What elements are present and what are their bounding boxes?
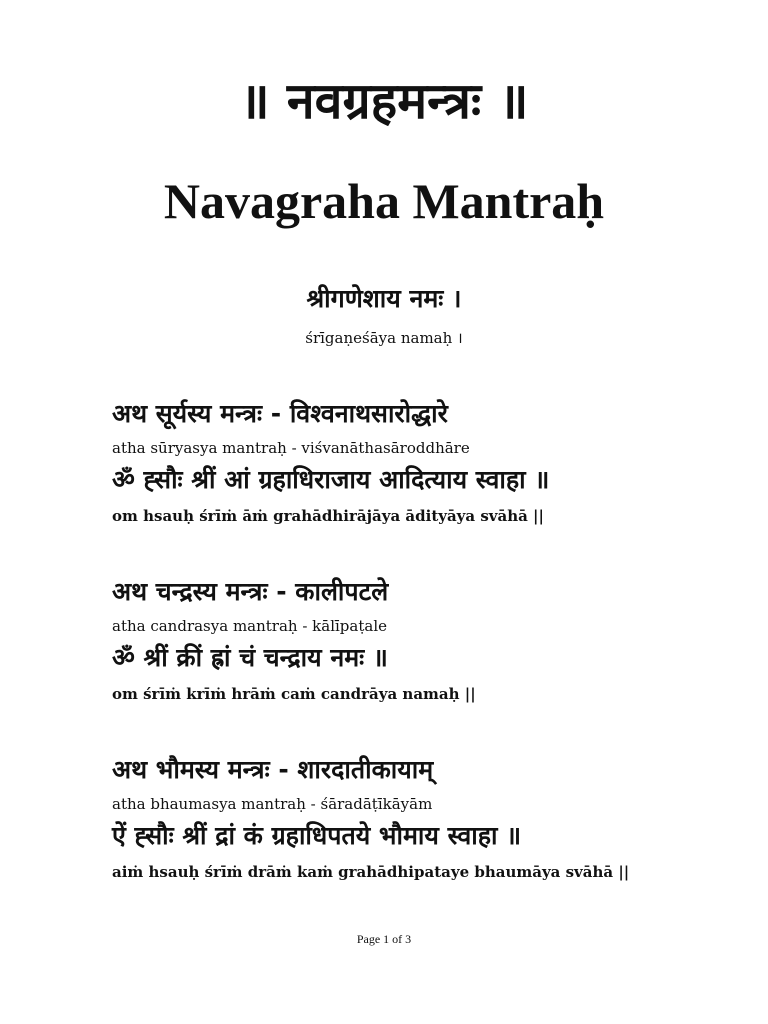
mantra-text: ॐ ह्सौः श्रीं आं ग्रहाधिराजाय आदित्याय स्वाहा ॥ [112, 465, 550, 494]
section-heading: अथ सूर्यस्य मन्त्रः - विश्वनाथसारोद्धारे [112, 399, 448, 428]
invocation [0, 284, 768, 348]
mantra-text: ऐं ह्सौः श्रीं द्रां कं ग्रहाधिपतये भौमाय स्वाहा ॥ [112, 821, 522, 850]
section-heading-transliteration: atha candrasya mantraḥ - kālīpaṭale [112, 617, 387, 635]
section-heading: अथ चन्द्रस्य मन्त्रः - कालीपटले [112, 577, 389, 606]
section-heading: अथ भौमस्य मन्त्रः - शारदातीकायाम् [112, 755, 434, 784]
invocation-transliteration: śrīgaṇeśāya namaḥ । [305, 329, 463, 347]
bhauma-mantra-section [112, 754, 732, 882]
title-devanagari: ॥ नवग्रहमन्त्रः ॥ [239, 72, 529, 130]
section-heading-transliteration: atha bhaumasya mantraḥ - śāradāṭīkāyām [112, 795, 433, 813]
page-number: Page 1 of 3 [356, 932, 412, 946]
mantra-text: ॐ श्रीं क्रीं ह्रां चं चन्द्राय नमः ॥ [112, 643, 388, 672]
surya-mantra-section [112, 398, 732, 526]
mantra-transliteration: om hsauḥ śrīṁ āṁ grahādhirājāya ādityāya svāhā || [112, 507, 544, 525]
title-roman: Navagraha Mantraḥ [163, 173, 605, 229]
invocation-devanagari: श्रीगणेशाय नमः । [306, 284, 462, 313]
chandra-mantra-section [112, 576, 732, 704]
mantra-transliteration: aiṁ hsauḥ śrīṁ drāṁ kaṁ grahādhipataye bhaumāya svāhā || [112, 863, 630, 881]
section-heading-transliteration: atha sūryasya mantraḥ - viśvanāthasāroddhāre [112, 439, 470, 457]
mantra-transliteration: om śrīṁ krīṁ hrāṁ caṁ candrāya namaḥ || [112, 685, 476, 703]
